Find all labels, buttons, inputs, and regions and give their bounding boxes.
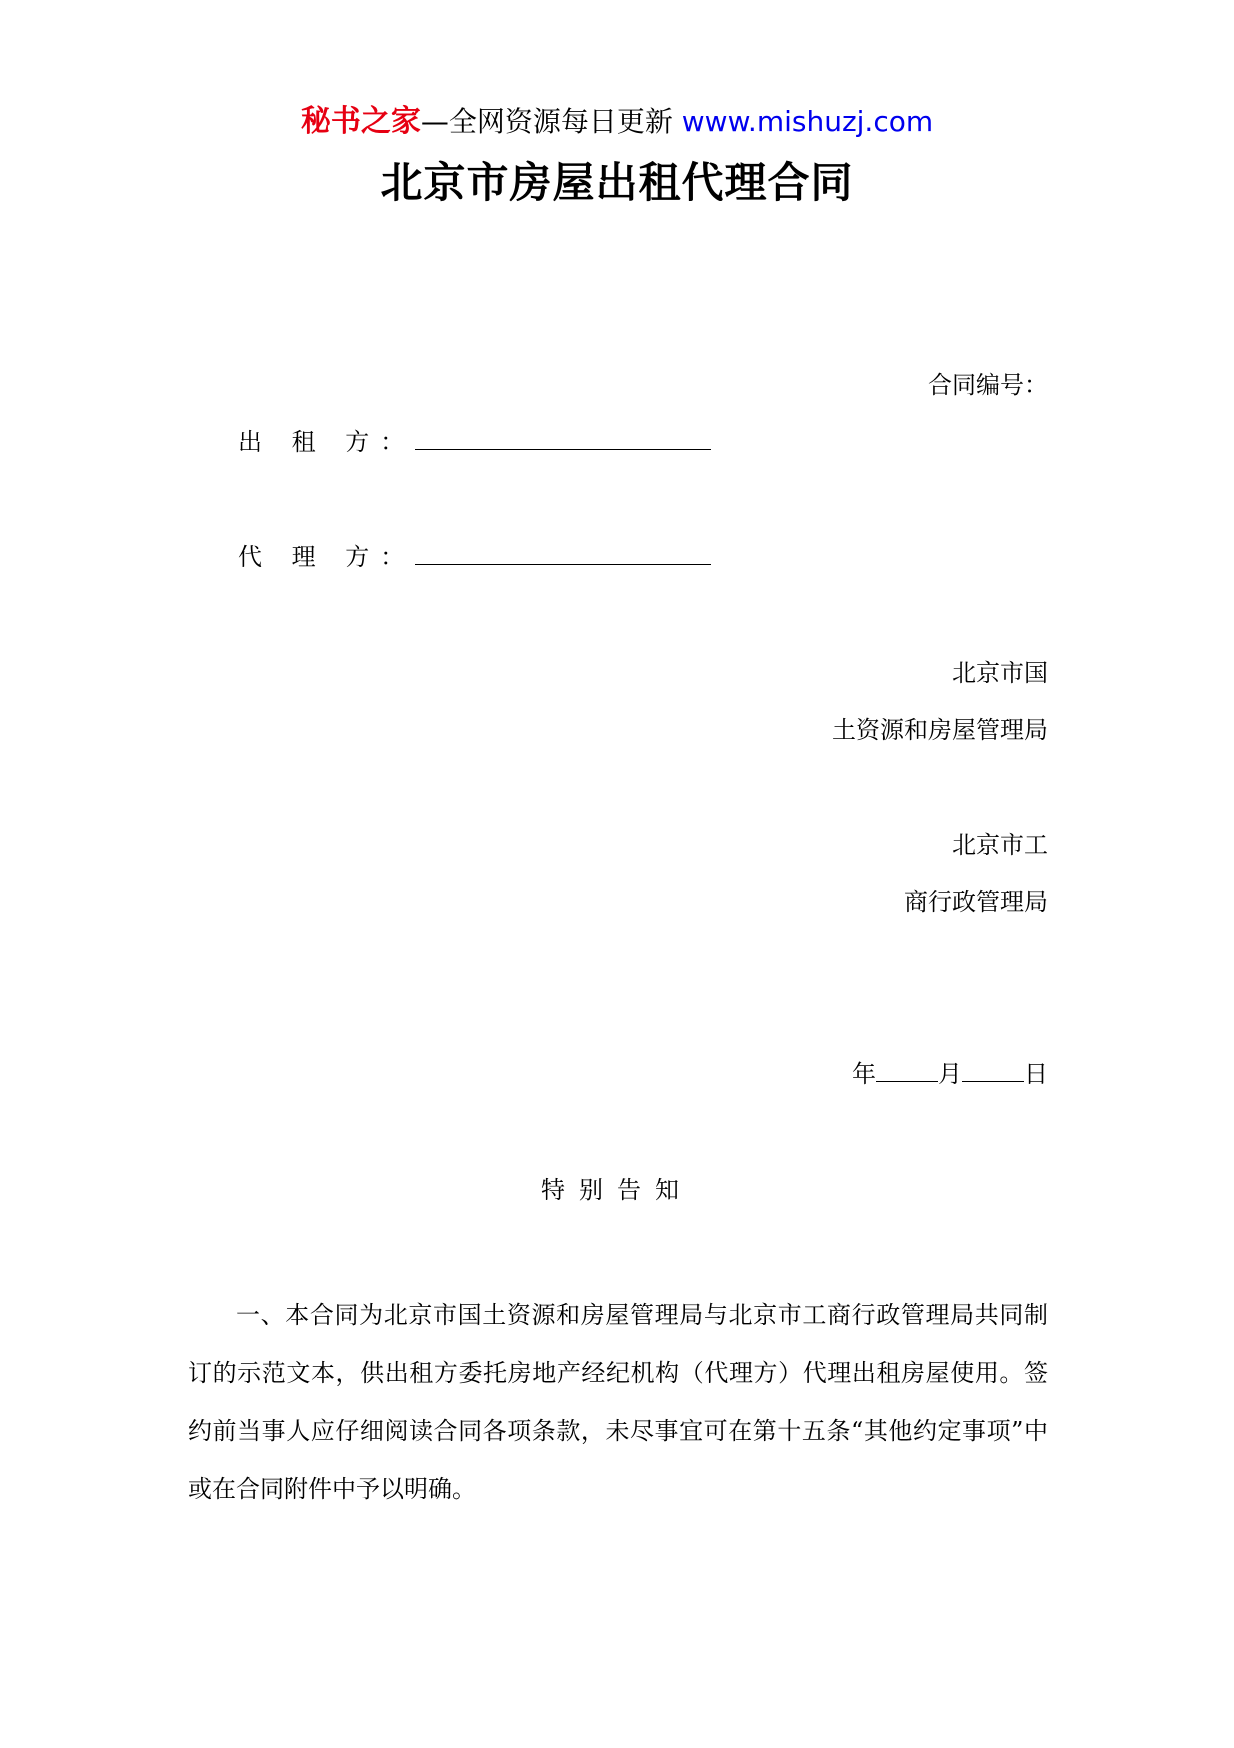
day-label: 日 [1024,1060,1048,1088]
contract-number-label: 合同编号： [928,371,1048,399]
agent-blank[interactable] [415,542,711,565]
brand-name: 秘书之家 [300,104,421,139]
month-label: 月 [938,1060,962,1088]
banner-slogan: —全网资源每日更新 [420,105,682,138]
issuer-commerce-line2: 商行政管理局 [904,888,1048,916]
lessor-blank[interactable] [415,427,711,450]
agent-row [238,540,711,574]
issuer-commerce-line1: 北京市工 [952,831,1048,859]
agent-label: 代 理 方： [238,543,416,571]
notice-heading: 特别告知 [541,1176,693,1204]
day-blank[interactable] [962,1059,1024,1082]
lessor-row [238,425,711,459]
date-line [852,1057,1048,1091]
document-title: 北京市房屋出租代理合同 [380,158,854,207]
year-label: 年 [852,1060,876,1088]
issuer-land-line2: 土资源和房屋管理局 [832,716,1048,744]
lessor-label: 出 租 方： [238,428,416,456]
header-banner [0,102,1234,142]
website-link[interactable]: www.mishuzj.com [681,105,934,138]
notice-paragraph-1: 一、本合同为北京市国土资源和房屋管理局与北京市工商行政管理局共同制订的示范文本，供出租方委托房地产经纪机构（代理方）代理出租房屋使用。签约前当事人应仔细阅读合同各项条款，未尽事宜可在第十五条“其他约定事项”中或在合同附件中予以明确。 [188,1301,1048,1503]
issuer-land-line1: 北京市国 [952,659,1048,687]
month-blank[interactable] [876,1059,938,1082]
